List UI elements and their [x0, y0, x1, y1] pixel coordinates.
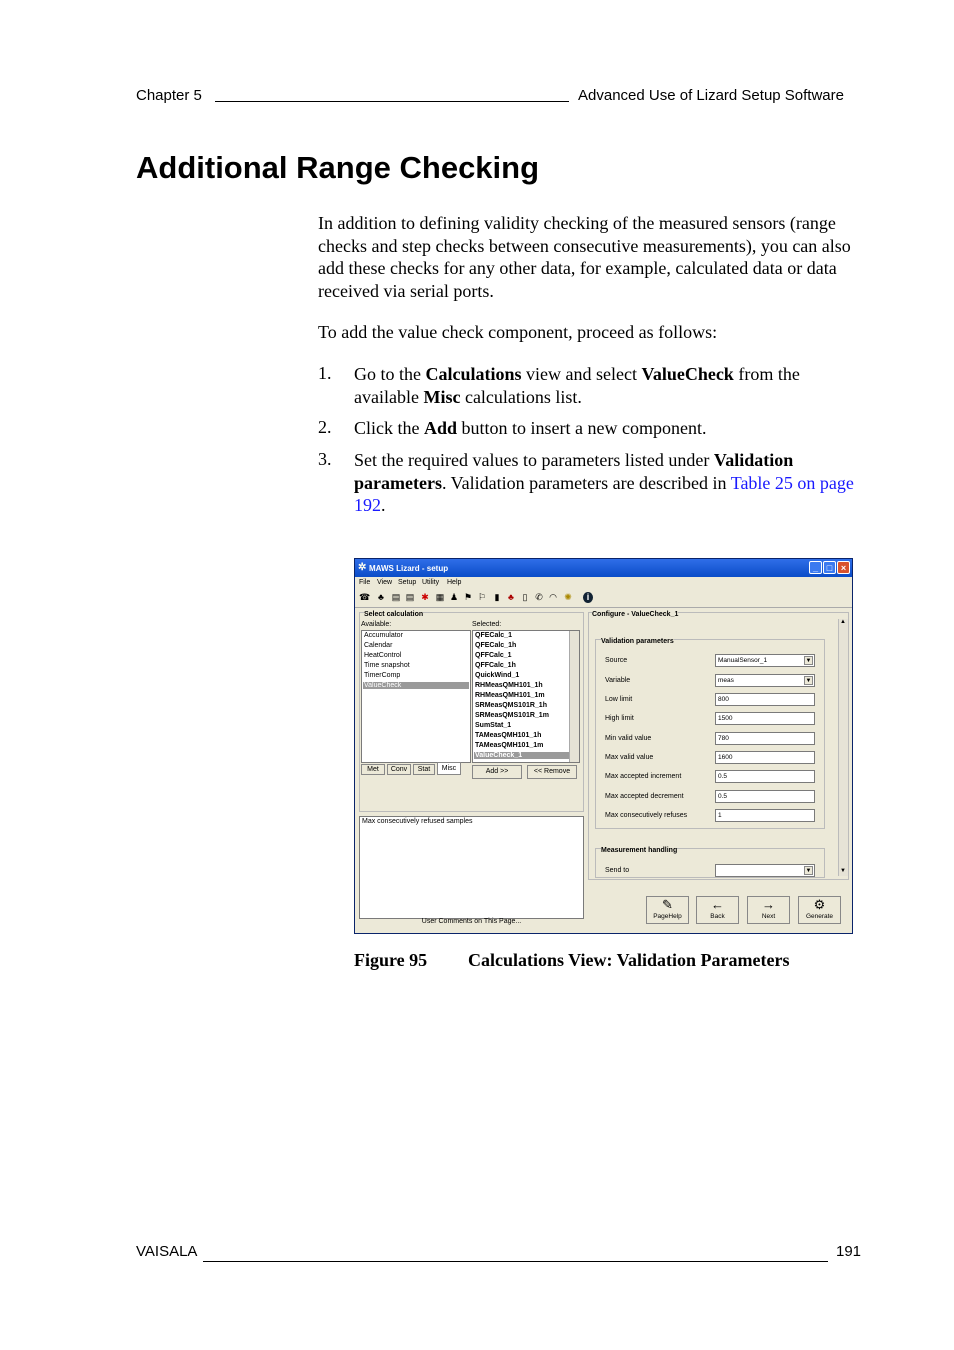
list-item[interactable]: TAMeasQMH101_1h: [475, 732, 542, 739]
high-limit-field[interactable]: 1500: [715, 712, 815, 725]
list-item[interactable]: SumStat_1: [475, 722, 512, 729]
menu-help[interactable]: Help: [447, 579, 462, 586]
network-icon[interactable]: ♣: [378, 592, 384, 602]
list-item[interactable]: SRMeasQMS101R_1h: [475, 702, 547, 709]
window-titlebar: [355, 559, 852, 577]
bell-icon[interactable]: ◠: [549, 592, 557, 602]
tab-met[interactable]: Met: [361, 764, 385, 775]
available-list[interactable]: [361, 630, 471, 763]
selected-list[interactable]: [472, 630, 580, 763]
list-scrollbar[interactable]: [569, 631, 579, 762]
menu-bar: [355, 577, 852, 589]
chevron-down-icon[interactable]: ▼: [805, 868, 812, 874]
phone-icon[interactable]: ☎: [359, 592, 371, 602]
selected-label: Selected:: [472, 621, 502, 628]
list-item[interactable]: RHMeasQMH101_1h: [475, 682, 543, 689]
window-title: MAWS Lizard - setup: [369, 564, 449, 573]
scroll-up-icon[interactable]: ▲: [840, 619, 846, 625]
db-icon[interactable]: ▦: [435, 592, 445, 602]
chapter-label: Chapter 5: [136, 87, 202, 104]
low-limit-label: Low limit: [605, 696, 633, 703]
section-label: Advanced Use of Lizard Setup Software: [578, 87, 844, 104]
send-to-label: Send to: [605, 867, 630, 874]
menu-setup[interactable]: Setup: [398, 579, 417, 586]
list-item[interactable]: QuickWind_1: [475, 672, 520, 679]
min-valid-field[interactable]: 780: [715, 732, 815, 745]
list-item[interactable]: HeatControl: [364, 652, 402, 659]
maws-lizard-window: [354, 558, 853, 934]
list-item-selected[interactable]: ValueCheck: [363, 682, 469, 689]
close-icon[interactable]: ×: [837, 561, 850, 574]
list-item[interactable]: Calendar: [364, 642, 393, 649]
list-item[interactable]: Time snapshot: [364, 662, 410, 669]
source-label: Source: [605, 657, 628, 664]
step-2: Click the Add button to insert a new component.: [354, 418, 707, 438]
footer-rule: [203, 1261, 828, 1262]
list-item[interactable]: QFFCalc_1h: [475, 662, 516, 669]
send-to-combo[interactable]: [715, 864, 815, 877]
wind-icon[interactable]: ⚑: [463, 592, 473, 602]
list-item[interactable]: RHMeasQMH101_1m: [475, 692, 545, 699]
gear-icon: ⚙: [813, 897, 826, 912]
pagehelp-button[interactable]: ✎ PageHelp: [646, 896, 689, 924]
list-item[interactable]: Accumulator: [364, 632, 403, 639]
figure-title: Calculations View: Validation Parameters: [468, 950, 790, 970]
table-25-link[interactable]: Table 25 on page 192: [354, 472, 854, 515]
list-item-selected[interactable]: ValueCheck_1: [474, 752, 569, 759]
toolbar: [355, 589, 852, 608]
list-item[interactable]: QFECalc_1: [475, 632, 512, 639]
list-item[interactable]: QFECalc_1h: [475, 642, 517, 649]
variable-combo[interactable]: meas ▼: [715, 674, 815, 687]
header-rule: [215, 101, 569, 102]
step-number: 1.: [318, 363, 332, 383]
tab-misc[interactable]: Misc: [437, 762, 461, 775]
list-item[interactable]: SRMeasQMS101R_1m: [475, 712, 549, 719]
calc-icon[interactable]: ✱: [421, 592, 429, 602]
source-combo[interactable]: ManualSensor_1 ▼: [715, 654, 815, 667]
gear-icon[interactable]: ✺: [564, 592, 572, 602]
available-label: Available:: [361, 621, 392, 628]
chevron-down-icon[interactable]: ▼: [805, 678, 812, 684]
scroll-down-icon[interactable]: ▼: [840, 868, 846, 874]
logger-icon[interactable]: ♟: [449, 592, 459, 602]
max-valid-label: Max valid value: [605, 754, 654, 761]
high-limit-label: High limit: [605, 715, 634, 722]
menu-file[interactable]: File: [359, 579, 371, 586]
tab-conv[interactable]: Conv: [387, 764, 411, 775]
tab-stat[interactable]: Stat: [413, 764, 435, 775]
step-1: Go to the Calculations view and select ValueCheck from the available Misc calculations list.: [354, 364, 800, 407]
page-icon[interactable]: ▯: [522, 592, 528, 602]
dev2-icon[interactable]: ▤: [405, 592, 415, 602]
max-increment-field[interactable]: 0.5: [715, 770, 815, 783]
generate-button[interactable]: ⚙ Generate: [798, 896, 841, 924]
configure-scrollbar[interactable]: [838, 619, 848, 876]
max-increment-label: Max accepted increment: [605, 773, 682, 780]
step-number: 3.: [318, 449, 332, 469]
footer-company: VAISALA: [136, 1243, 198, 1260]
dev-icon[interactable]: ▤: [391, 592, 401, 602]
chevron-down-icon[interactable]: ▼: [805, 658, 812, 664]
comments-footer[interactable]: User Comments on This Page...: [421, 918, 522, 925]
max-valid-field[interactable]: 1600: [715, 751, 815, 764]
arrow-right-icon: →: [762, 897, 775, 912]
list-item[interactable]: QFFCalc_1: [475, 652, 512, 659]
list-item[interactable]: TimerComp: [364, 672, 401, 679]
select-calculation-title: Select calculation: [364, 611, 424, 618]
intro-paragraph-1: In addition to defining validity checking of the measured sensors (range checks and step checks between consecutive measurements), you can also add these checks for any other data, for example, calculated data or data received via serial ports.: [318, 213, 851, 301]
validation-group-title: Validation parameters: [601, 638, 674, 645]
next-button[interactable]: → Next: [747, 896, 790, 924]
flag-icon[interactable]: ⚐: [477, 592, 487, 602]
arrow-left-icon: ←: [711, 897, 724, 912]
low-limit-field[interactable]: 800: [715, 693, 815, 706]
remove-button[interactable]: << Remove: [527, 765, 577, 779]
max-refuses-field[interactable]: 1: [715, 809, 815, 822]
pagehelp-icon: ✎: [662, 897, 673, 912]
info-icon[interactable]: i: [583, 592, 593, 603]
list-item[interactable]: TAMeasQMH101_1m: [475, 742, 544, 749]
max-refuses-label: Max consecutively refuses: [605, 812, 688, 819]
variable-label: Variable: [605, 677, 631, 684]
measurement-group-title: Measurement handling: [601, 847, 678, 854]
back-button[interactable]: ← Back: [696, 896, 739, 924]
minimize-icon[interactable]: _: [809, 561, 822, 574]
max-decrement-field[interactable]: 0.5: [715, 790, 815, 803]
maximize-icon[interactable]: □: [823, 561, 836, 574]
comments-text: Max consecutively refused samples: [362, 818, 473, 825]
configure-title: Configure - ValueCheck_1: [592, 611, 679, 618]
menu-view[interactable]: View: [377, 579, 393, 586]
figure-number: Figure 95: [354, 950, 428, 970]
menu-utility[interactable]: Utility: [422, 579, 440, 586]
step-3: Set the required values to parameters listed under Validation parameters. Validation parameters are described in Table 25 on page 192.: [354, 450, 854, 515]
graph-icon[interactable]: ▮: [494, 592, 500, 602]
add-button[interactable]: Add >>: [472, 765, 522, 779]
app-icon: ✲: [358, 562, 367, 573]
intro-paragraph-2: To add the value check component, proceed as follows:: [318, 322, 718, 342]
step-number: 2.: [318, 417, 332, 437]
max-decrement-label: Max accepted decrement: [605, 793, 684, 800]
phone2-icon[interactable]: ✆: [535, 592, 543, 602]
page-number: 191: [836, 1243, 862, 1260]
min-valid-label: Min valid value: [605, 735, 652, 742]
bike-icon[interactable]: ♣: [508, 592, 514, 602]
page-title: Additional Range Checking: [136, 150, 540, 185]
comments-box[interactable]: [359, 816, 584, 919]
figure-caption: [354, 950, 790, 971]
